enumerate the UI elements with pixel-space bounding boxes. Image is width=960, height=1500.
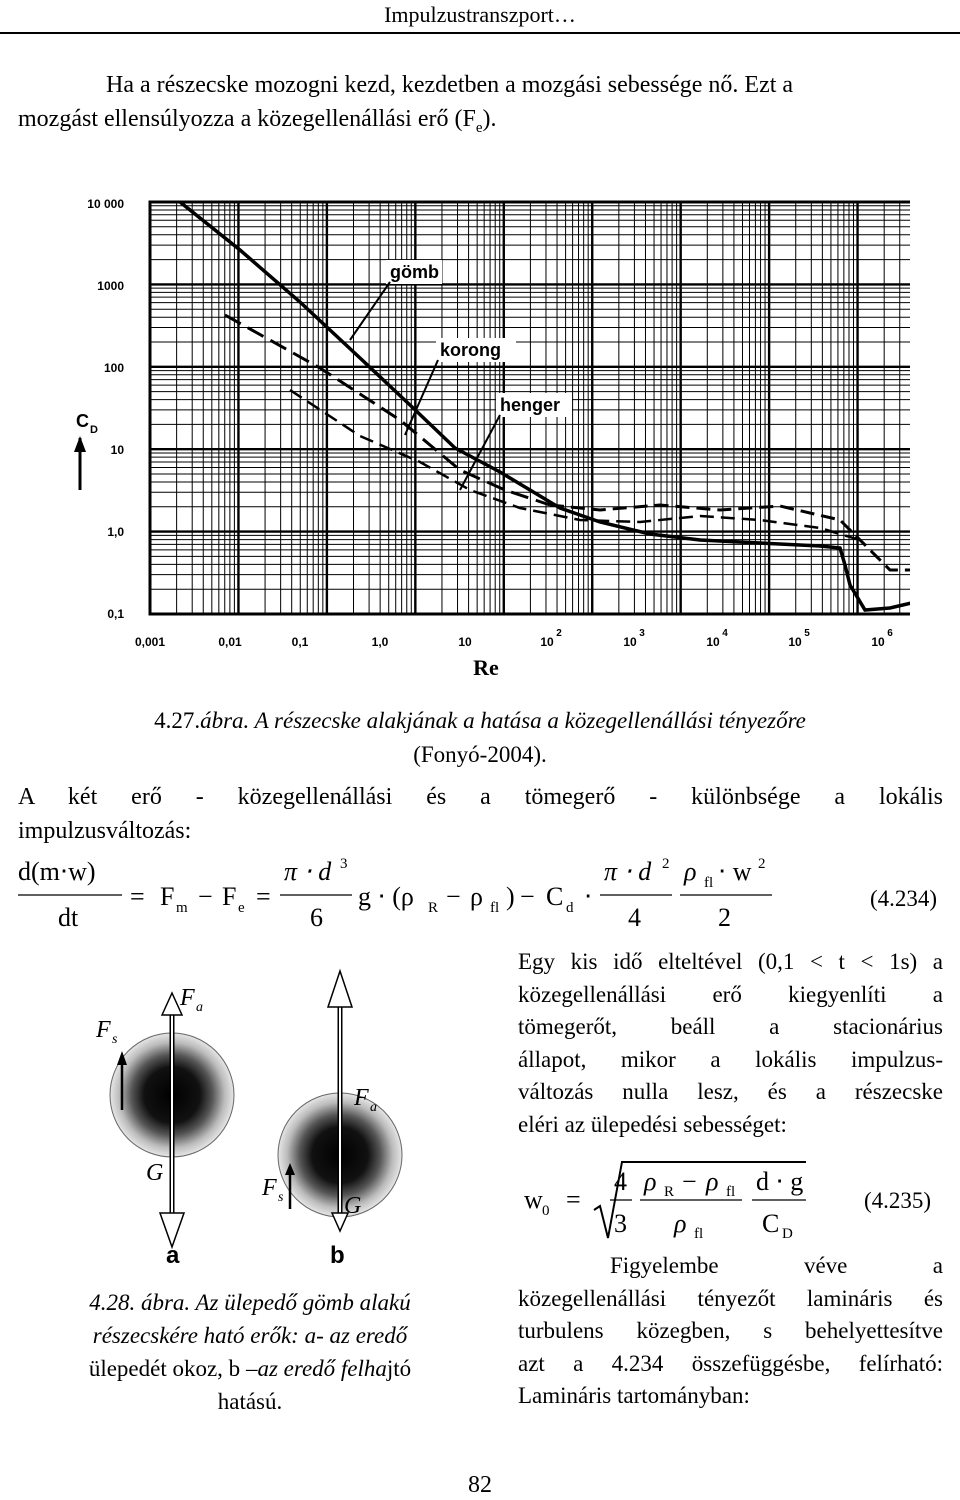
label-korong: korong [440, 340, 501, 360]
svg-text:1,0: 1,0 [371, 635, 389, 649]
svg-text:D: D [782, 1226, 793, 1242]
settling-sphere-forces-figure [80, 965, 480, 1275]
svg-text:F: F [262, 1175, 277, 1201]
svg-text:fl: fl [694, 1226, 704, 1242]
svg-text:6: 6 [887, 628, 893, 639]
svg-text:1,0: 1,0 [107, 525, 124, 539]
x-tick-labels [135, 628, 893, 649]
label-gomb: gömb [390, 262, 439, 282]
svg-text:10: 10 [458, 635, 472, 649]
svg-text:6: 6 [310, 903, 323, 932]
svg-text:⋅: ⋅ [584, 882, 593, 911]
svg-text:=: = [256, 882, 271, 911]
label-b: b [330, 1242, 345, 1269]
drag-coefficient-chart [60, 190, 910, 690]
y-axis-label: C [76, 411, 89, 431]
svg-text:2: 2 [556, 628, 562, 639]
page-number: 82 [468, 1472, 492, 1498]
svg-text:0,001: 0,001 [134, 635, 166, 649]
para2-line-2: impulzusváltozás: [18, 818, 192, 844]
svg-text:−: − [682, 1167, 697, 1196]
svg-text:D: D [90, 424, 98, 436]
svg-text:C: C [762, 1209, 780, 1238]
svg-text:100: 100 [103, 361, 124, 375]
svg-text:(4.234): (4.234) [870, 886, 938, 911]
cylinder-curve [290, 390, 860, 540]
svg-text:0,01: 0,01 [218, 635, 242, 649]
svg-text:4: 4 [614, 1167, 627, 1196]
svg-text:0: 0 [542, 1203, 550, 1219]
svg-text:F: F [160, 882, 175, 911]
svg-text:3: 3 [639, 628, 645, 639]
svg-text:2: 2 [718, 903, 731, 932]
svg-text:s: s [278, 1190, 284, 1205]
svg-text:fl: fl [704, 875, 714, 891]
svg-text:g ⋅ (ρ: g ⋅ (ρ [358, 882, 414, 911]
svg-text:a: a [196, 1000, 203, 1015]
svg-text:(4.235): (4.235) [864, 1188, 932, 1213]
svg-text:m: m [176, 900, 188, 916]
svg-text:2: 2 [758, 856, 766, 872]
svg-text:3: 3 [614, 1209, 627, 1238]
svg-text:R: R [664, 1184, 675, 1200]
svg-text:10: 10 [788, 635, 802, 649]
svg-text:5: 5 [804, 628, 810, 639]
svg-text:): ) [506, 882, 515, 911]
svg-text:dt: dt [58, 903, 79, 932]
svg-text:F: F [96, 1017, 111, 1043]
equation-4-234 [0, 850, 960, 945]
svg-text:ρ: ρ [684, 857, 697, 886]
running-header: Impulzustranszport… [384, 2, 576, 27]
svg-text:C: C [546, 882, 564, 911]
svg-text:F: F [180, 985, 195, 1011]
svg-text:=: = [130, 882, 145, 911]
svg-text:d: d [566, 900, 574, 916]
svg-text:10: 10 [110, 443, 124, 457]
svg-text:4: 4 [722, 628, 728, 639]
svg-text:fl: fl [726, 1184, 736, 1200]
svg-text:0,1: 0,1 [291, 635, 309, 649]
svg-text:G: G [146, 1160, 164, 1186]
svg-text:−: − [520, 882, 535, 911]
svg-text:fl: fl [490, 900, 500, 916]
svg-text:0,1: 0,1 [107, 607, 124, 621]
svg-text:π ⋅ d: π ⋅ d [284, 857, 332, 886]
label-a: a [166, 1242, 180, 1269]
figure-caption-427: 4.27.ábra. A részecske alakjának a hatása a közegellenállási tényezőre [154, 708, 806, 733]
svg-text:ρ: ρ [706, 1167, 719, 1196]
para2-line-1: A két erő - közegellenállási és a tömegerő - különbsége a lokális [18, 784, 943, 810]
svg-text:ρ: ρ [470, 882, 483, 911]
svg-text:10: 10 [623, 635, 637, 649]
svg-text:e: e [238, 900, 245, 916]
equation-4-235 [510, 1150, 950, 1250]
svg-text:2: 2 [662, 856, 670, 872]
svg-text:1000: 1000 [97, 279, 124, 293]
y-tick-labels [87, 197, 124, 621]
svg-text:F: F [222, 882, 237, 911]
svg-text:w: w [524, 1185, 543, 1214]
svg-text:R: R [428, 900, 439, 916]
svg-text:d(m⋅w): d(m⋅w) [18, 857, 96, 886]
svg-text:a: a [370, 1100, 377, 1115]
figure-caption-428: 4.28. ábra. Az ülepedő gömb alakú részecskére ható erők: a- az eredő ülepedét okoz, b –az eredő felhajtó hatású. [88, 1290, 412, 1414]
svg-text:−: − [446, 882, 461, 911]
svg-text:10: 10 [706, 635, 720, 649]
svg-text:4: 4 [628, 903, 641, 932]
svg-text:⋅ w: ⋅ w [718, 857, 752, 886]
svg-text:10: 10 [871, 635, 885, 649]
label-henger: henger [500, 395, 561, 415]
svg-text:10 000: 10 000 [87, 197, 124, 211]
right-text-block-1: Egy kis idő elteltével (0,1 < t < 1s) a közegellenállási erő kiegyenlíti a tömegerőt, beáll a stacionárius állapot, mikor a lokális impulzus- változás nulla lesz, és a részecske eléri az ülepedési sebességet: [518, 949, 943, 1137]
svg-text:ρ: ρ [674, 1209, 687, 1238]
right-text-block-2: Figyelembe véve a közegellenállási tényezőt lamináris és turbulens közegben, s behelyettesítve azt a 4.234 összefüggésbe, felírható: Lamináris tartományban: [518, 1253, 943, 1408]
intro-line-2: mozgást ellensúlyozza a közegellenállási erő $(F_e)$. [18, 106, 497, 136]
svg-text:ρ: ρ [644, 1167, 657, 1196]
svg-text:=: = [566, 1185, 581, 1214]
svg-text:3: 3 [340, 856, 348, 872]
header-rule [0, 32, 960, 34]
svg-text:π ⋅ d: π ⋅ d [604, 857, 652, 886]
figure-caption-427-line2: (Fonyó-2004). [413, 742, 547, 767]
svg-text:s: s [112, 1032, 118, 1047]
svg-text:10: 10 [540, 635, 554, 649]
svg-text:F: F [354, 1085, 369, 1111]
intro-line-1: Ha a részecske mozogni kezd, kezdetben a mozgási sebessége nő. Ezt a [106, 72, 794, 98]
svg-text:−: − [198, 882, 213, 911]
x-axis-label: Re [473, 655, 499, 680]
svg-text:d ⋅ g: d ⋅ g [756, 1167, 804, 1196]
svg-text:G: G [344, 1193, 362, 1219]
